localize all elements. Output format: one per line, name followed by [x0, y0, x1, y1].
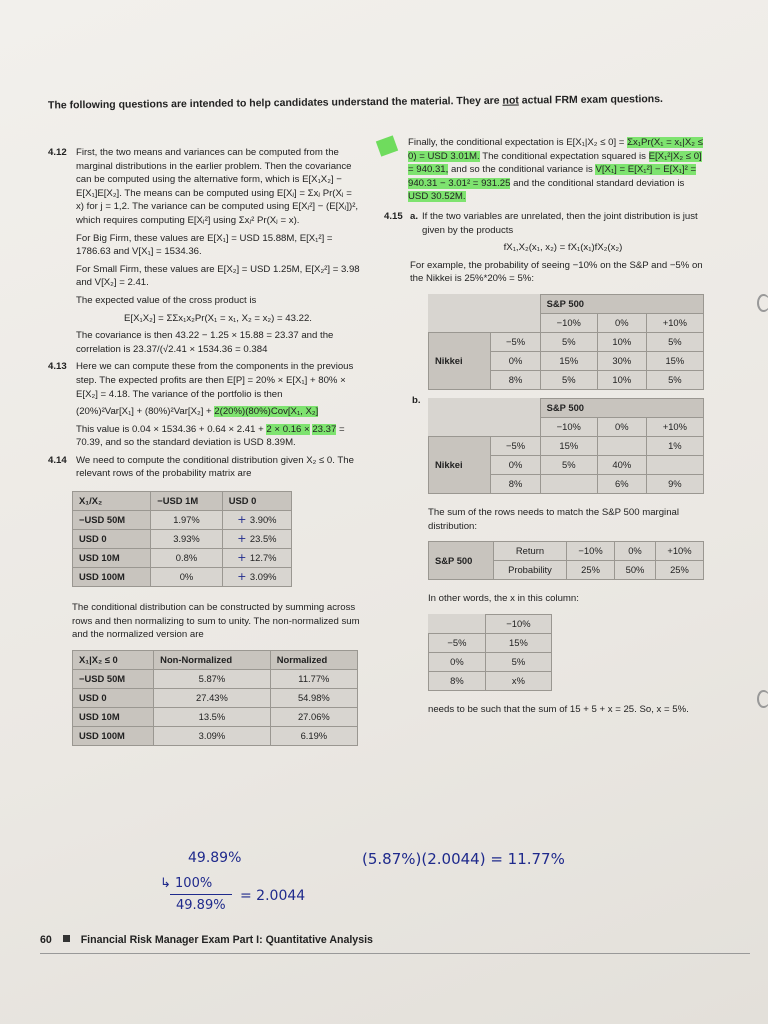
table-row: Nikkei −5% 5% 10% 5% — [429, 332, 704, 351]
table-header: Normalized — [270, 650, 357, 669]
table-row: −USD 50M 5.87% 11.77% — [73, 669, 358, 688]
table-row: S&P 500 Return −10% 0% +10% — [429, 542, 704, 561]
row-label: USD 10M — [73, 549, 151, 568]
table-row — [73, 568, 292, 587]
row-label: −USD 50M — [73, 511, 151, 530]
table-header: USD 0 — [222, 492, 291, 511]
row-label: USD 0 — [73, 530, 151, 549]
handwritten-numerator: ↳ 100% — [160, 876, 213, 891]
small-firm-values: For Small Firm, these values are E[X₂] = USD 1.25M, E[X₂²] = 3.98 and V[X₂] = 2.41. — [76, 263, 360, 289]
highlighted-term: 2 × 0.16 × — [266, 423, 310, 435]
result-text: needs to be such that the sum of 15 + 5 + x = 25. So, x = 5%. — [428, 703, 689, 715]
table-row: USD 0 27.43% 54.98% — [73, 688, 358, 707]
part-label: b. — [412, 394, 421, 406]
table-cell: 3.93% — [151, 530, 222, 549]
page-footer — [40, 934, 373, 946]
answer-text: First, the two means and variances can be computed from the marginal distributions in the earlier problem. Then the covariance can be computed using the alternative form, which is E[X₁X₂] − E[X₁]E[X₂]. The means can be computed using E[Xⱼ] = Σxⱼ Pr(Xⱼ = x) for j = 1,2. The variance can be computed using E[Xⱼ²] − (E[Xⱼ])², which requires computing E[Xⱼ²] using Σxⱼ² Pr(Xⱼ = x). — [76, 147, 359, 226]
question-number: 4.15 — [384, 210, 403, 222]
sp500-label: S&P 500 — [540, 398, 703, 417]
handwritten-plus: + — [237, 532, 250, 546]
question-number: 4.12 — [48, 147, 67, 158]
sp500-marginal-table — [428, 541, 704, 580]
banner-underlined: not — [502, 94, 519, 107]
table-row: 8% 5% 10% 5% — [429, 370, 704, 389]
covariance-text: The covariance is then 43.22 − 1.25 × 15.88 = 23.37 and the correlation is 23.37/(√2.41 × 1534.36 = 0.384 — [76, 330, 334, 355]
table-header: X₁/X₂ — [73, 492, 151, 511]
marginal-text: The sum of the rows needs to match the S&P 500 marginal distribution: — [428, 506, 679, 532]
table-row: 0% 5% — [429, 652, 552, 671]
handwritten-result: = 2.0044 — [240, 888, 306, 904]
table-row: 0% 15% 30% 15% — [429, 351, 704, 370]
table-row: Nikkei −5% 15% 1% — [429, 436, 704, 455]
big-firm-values: For Big Firm, these values are E[X₁] = USD 15.88M, E[X₁²] = 1786.63 and V[X₁] = 1534.36. — [76, 232, 333, 258]
nikkei-label: Nikkei — [429, 332, 491, 389]
table-row: USD 100M 3.09% 6.19% — [73, 726, 358, 745]
footer-rule — [40, 953, 750, 954]
joint-distribution-table-a: S&P 500 −10% 0% +10% Nikkei −5% 5% 10% 5% 0% 15% 30% 15% 8% 5% 10% 5% — [428, 294, 704, 390]
table-row: USD 10M 13.5% 27.06% — [73, 707, 358, 726]
table-row — [73, 530, 292, 549]
conditional-distribution-table — [72, 650, 358, 746]
table-row — [73, 511, 292, 530]
banner-text-end: actual FRM exam questions. — [518, 93, 664, 107]
table-cell: + 23.5% — [222, 530, 291, 549]
table-cell: + 12.7% — [222, 549, 291, 568]
table-row: Probability 25% 50% 25% — [429, 561, 704, 580]
right-column — [384, 136, 704, 716]
table-cell: 1.97% — [151, 511, 222, 530]
highlighted-term: 23.37 — [312, 423, 337, 435]
answer-text: We need to compute the conditional distribution given X₂ ≤ 0. The relevant rows of the probability matrix are — [76, 454, 354, 480]
handwritten-plus: + — [237, 513, 250, 527]
column-text: In other words, the x in this column: — [428, 593, 579, 605]
left-column — [48, 146, 360, 746]
table-header: Non-Normalized — [154, 650, 271, 669]
handwritten-fraction-bar — [170, 894, 232, 895]
table-row: 0% 5% 40% — [429, 455, 704, 474]
binder-hole — [757, 294, 768, 312]
part-label: a. — [410, 210, 419, 222]
table-row: −5% 15% — [429, 633, 552, 652]
table-cell: + 3.90% — [222, 511, 291, 530]
table-header: −USD 1M — [151, 492, 222, 511]
cross-product-equation: E[X₁X₂] = ΣΣx₁x₂Pr(X₁ = x₁, X₂ = x₂) = 43.22. — [124, 312, 312, 324]
table-row: 8% 6% 9% — [429, 474, 704, 493]
conditional-text: The conditional distribution can be constructed by summing across rows and then normalizing to sum to unity. The non-normalized sum and the normalized version are — [72, 602, 360, 641]
table-cell: 0.8% — [151, 549, 222, 568]
answer-4-13 — [48, 360, 360, 450]
table-row — [73, 549, 292, 568]
question-number: 4.13 — [48, 361, 67, 373]
question-number: 4.14 — [48, 454, 67, 466]
handwritten-denominator: 49.89% — [176, 898, 226, 913]
row-label: USD 100M — [73, 568, 151, 587]
sp500-label: S&P 500 — [540, 294, 703, 313]
conditional-expectation-text: Finally, the conditional expectation is E[X₁|X₂ ≤ 0] = Σx₁Pr(X₁ = x₁|X₂ ≤ 0) = USD 3.01M. The conditional expectation squared is E[X₁²|X₂ ≤ 0] = 940.31, and so the conditional variance is V[X₁] = E[X₁²] − E[X₁]² = 940.31 − 3.01² = 931.25 and the conditional standard deviation is USD 30.52M. — [408, 137, 703, 203]
handwritten-plus: + — [237, 570, 250, 584]
value-text: This value is 0.04 × 1534.36 + 0.64 × 2.41 + — [76, 423, 267, 435]
value-text-end: = 70.39, and so the standard deviation is USD 8.39M. — [76, 423, 345, 449]
table-header: X₁|X₂ ≤ 0 — [73, 650, 154, 669]
footer-title: Financial Risk Manager Exam Part I: Quantitative Analysis — [80, 934, 373, 946]
probability-matrix-table — [72, 491, 292, 587]
handwritten-sum: 49.89% — [188, 850, 242, 866]
answer-4-14 — [48, 454, 360, 481]
column-x-table: −10% −5% 15% 0% 5% 8% x% — [428, 614, 552, 691]
answer-4-12 — [48, 146, 360, 356]
square-bullet-icon — [63, 935, 70, 942]
answer-text: Here we can compute these from the components in the previous step. The expected profits are then E[P] = 20% × E[X₁] + 80% × E[X₂] = 4.18. The variance of the portfolio is then — [76, 361, 354, 400]
cross-product-intro: The expected value of the cross product is — [76, 294, 257, 306]
nikkei-label: Nikkei — [429, 436, 491, 493]
example-text: For example, the probability of seeing −10% on the S&P and −5% on the Nikkei is 25%*20% = 5%: — [410, 259, 703, 285]
banner-text: The following questions are intended to help candidates understand the material. They are — [47, 94, 503, 112]
page-number: 60 — [40, 934, 52, 946]
product-equation: fX₁,X₂(x₁, x₂) = fX₁(x₁)fX₂(x₂) — [503, 242, 623, 254]
highlighted-covariance-term: 2(20%)(80%)Cov[X₁, X₂] — [214, 406, 319, 418]
table-cell: + 3.09% — [222, 568, 291, 587]
variance-equation: (20%)²Var[X₁] + (80%)²Var[X₂] + — [76, 406, 215, 418]
handwritten-plus: + — [237, 551, 250, 565]
binder-hole — [757, 690, 768, 708]
joint-distribution-table-b: S&P 500 −10% 0% +10% Nikkei −5% 15% 1% 0% 5% 40% 8% 6% 9% — [428, 398, 704, 494]
table-cell: 0% — [151, 568, 222, 587]
answer-text: If the two variables are unrelated, then the joint distribution is just given by the products — [422, 210, 698, 236]
answer-4-15 — [384, 210, 704, 286]
disclaimer-banner — [48, 93, 708, 112]
handwritten-calculation: (5.87%)(2.0044) = 11.77% — [362, 850, 565, 868]
table-row: 8% x% — [429, 671, 552, 690]
